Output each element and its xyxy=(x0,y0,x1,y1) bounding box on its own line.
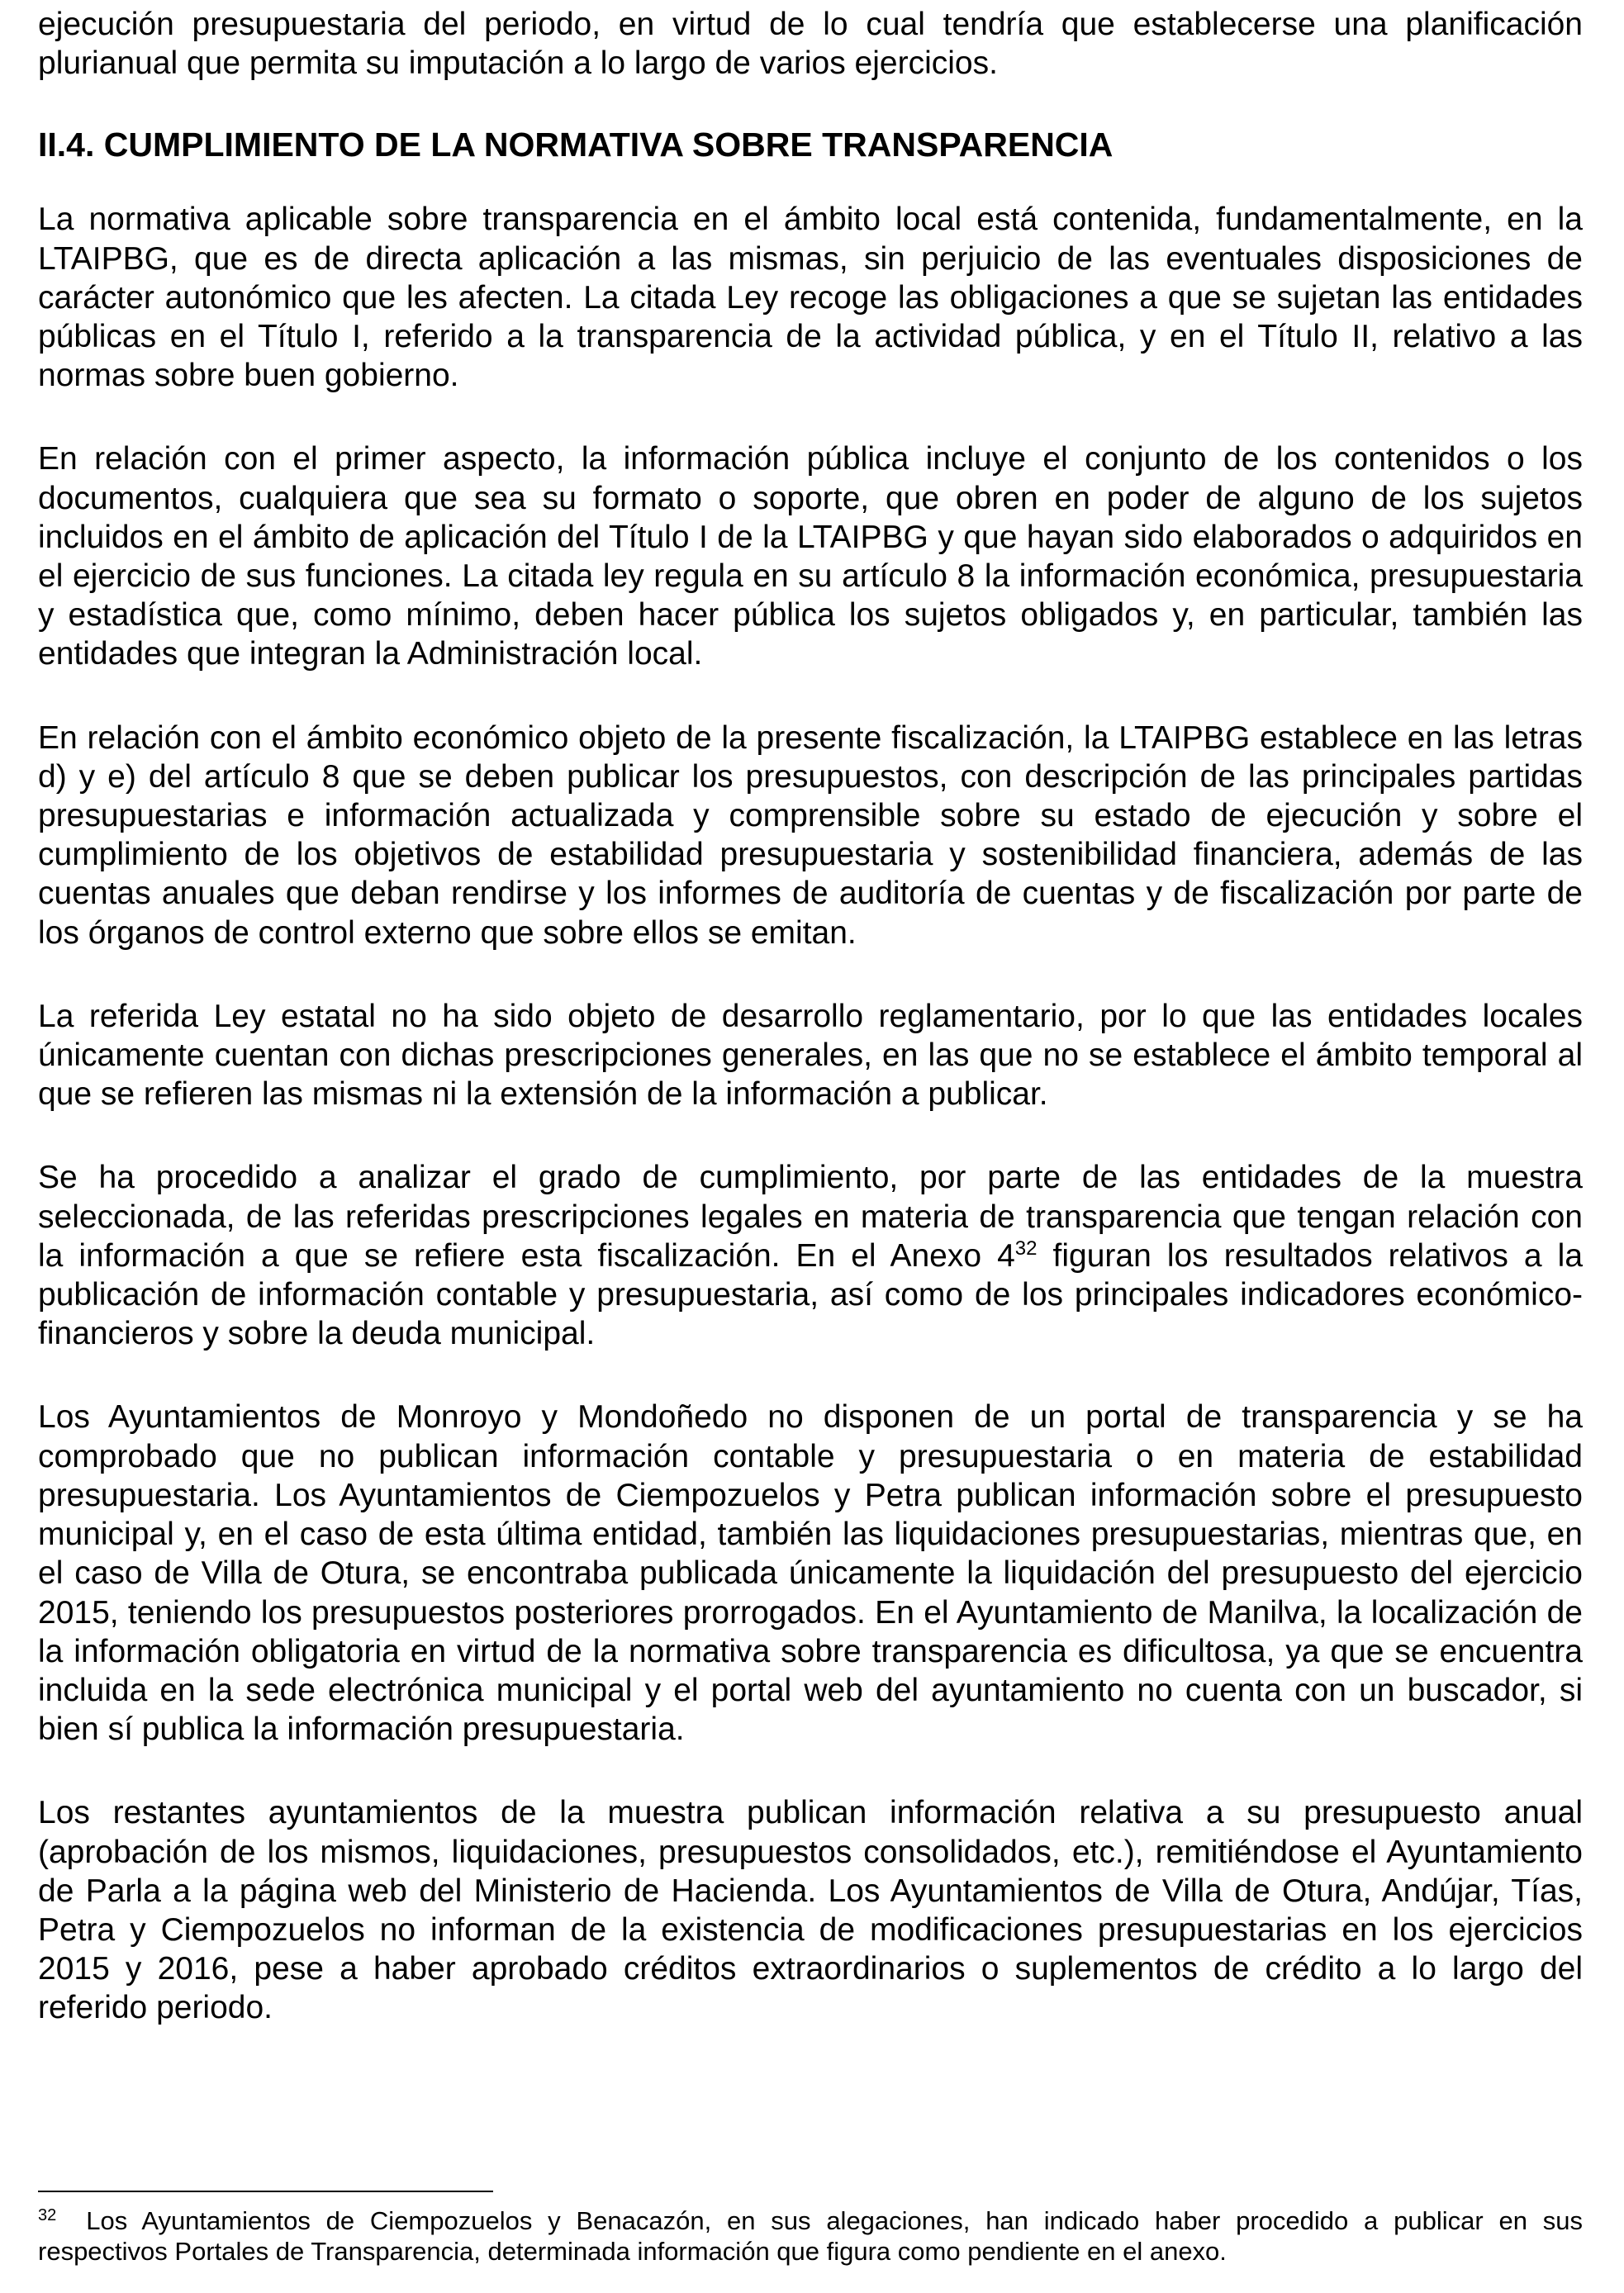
paragraph-1: La normativa aplicable sobre transparencia en el ámbito local está contenida, fundamentalmente, en la LTAIPBG, que es de directa aplicación a las mismas, sin perjuicio de las eventuales disposiciones de carácter autonómico que les afecten. La citada Ley recoge las obligaciones a que se sujetan las entidades públicas en el Título I, referido a la transparencia de la actividad pública, y en el Título II, relativo a las normas sobre buen gobierno. xyxy=(38,202,1583,394)
paragraph-4 xyxy=(38,997,1583,1114)
footnote-divider xyxy=(38,2191,493,2192)
document-body xyxy=(38,5,1583,2028)
paragraph-5-text-start: Se ha procedido a analizar el grado de cumplimiento, por parte de las entidades de la muestra seleccionada, de las referidas prescripciones legales en materia de transparencia que tengan relación con la información a que se refiere esta fiscalización. En el Anexo 4 xyxy=(38,1160,1583,1274)
paragraph-2: En relación con el primer aspecto, la información pública incluye el conjunto de los contenidos o los documentos, cualquiera que sea su formato o soporte, que obren en poder de alguno de los sujetos incluidos en el ámbito de aplicación del Título I de la LTAIPBG y que hayan sido elaborados o adquiridos en el ejercicio de sus funciones. La citada ley regula en su artículo 8 la información económica, presupuestaria y estadística que, como mínimo, deben hacer pública los sujetos obligados y, en particular, también las entidades que integran la Administración local. xyxy=(38,441,1583,672)
footnote-number: 32 xyxy=(38,2205,57,2224)
paragraph-3: En relación con el ámbito económico objeto de la presente fiscalización, la LTAIPBG establece en las letras d) y e) del artículo 8 que se deben publicar los presupuestos, con descripción de las principales partidas presupuestarias e información actualizada y comprensible sobre su estado de ejecución y sobre el cumplimiento de los objetivos de estabilidad presupuestaria y sostenibilidad financiera, además de las cuentas anuales que deban rendirse y los informes de auditoría de cuentas y de fiscalización por parte de los órganos de control externo que sobre ellos se emitan. xyxy=(38,719,1583,951)
intro-paragraph: ejecución presupuestaria del periodo, en virtud de lo cual tendría que establecerse una planificación plurianual que permita su imputación a lo largo de varios ejercicios. xyxy=(38,7,1583,82)
footnote-reference[interactable]: 32 xyxy=(1014,1237,1038,1260)
paragraph-6: Los Ayuntamientos de Monroyo y Mondoñedo no disponen de un portal de transparencia y se ha comprobado que no publican información contable y presupuestaria o en materia de estabilidad presupuestaria. Los Ayuntamientos de Ciempozuelos y Petra publican información sobre el presupuesto municipal y, en el caso de esta última entidad, también las liquidaciones presupuestarias, mientras que, en el caso de Villa de Otura, se encontraba publicada únicamente la liquidación del presupuesto del ejercicio 2015, teniendo los presupuestos posteriores prorrogados. En el Ayuntamiento de Manilva, la localización de la información obligatoria en virtud de la normativa sobre transparencia es dificultosa, ya que se encuentra incluida en la sede electrónica municipal y el portal web del ayuntamiento no cuenta con un buscador, si bien sí publica la información presupuestaria. xyxy=(38,1399,1583,1748)
paragraph-5-text-end: figuran los resultados relativos a la publicación de información contable y presupuestaria, así como de los principales indicadores económico-financieros y sobre la deuda municipal. xyxy=(38,1237,1584,1352)
footnote-text: Los Ayuntamientos de Ciempozuelos y Benacazón, en sus alegaciones, han indicado haber procedido a publicar en sus respectivos Portales de Transparencia, determinada información que figura como pendiente en el anexo. xyxy=(38,2206,1583,2266)
paragraph-5 xyxy=(38,1158,1583,1353)
paragraph-7: Los restantes ayuntamientos de la muestra publican información relativa a su presupuesto anual (aprobación de los mismos, liquidaciones, presupuestos consolidados, etc.), remitiéndose el Ayuntamiento de Parla a la página web del Ministerio de Hacienda. Los Ayuntamientos de Villa de Otura, Andújar, Tías, Petra y Ciempozuelos no informan de la existencia de modificaciones presupuestarias en los ejercicios 2015 y 2016, pese a haber aprobado créditos extraordinarios o suplementos de crédito a lo largo del referido periodo. xyxy=(38,1795,1583,2026)
footnote xyxy=(38,2205,1583,2267)
paragraph-4-text: La referida Ley estatal no ha sido objeto de desarrollo reglamentario, por lo que las entidades locales únicamente cuentan con dichas prescripciones generales, en las que no se establece el ámbito temporal al que se refieren las mismas ni la extensión de la información a publicar. xyxy=(38,998,1583,1113)
section-heading: II.4. CUMPLIMIENTO DE LA NORMATIVA SOBRE TRANSPARENCIA xyxy=(38,126,1114,164)
